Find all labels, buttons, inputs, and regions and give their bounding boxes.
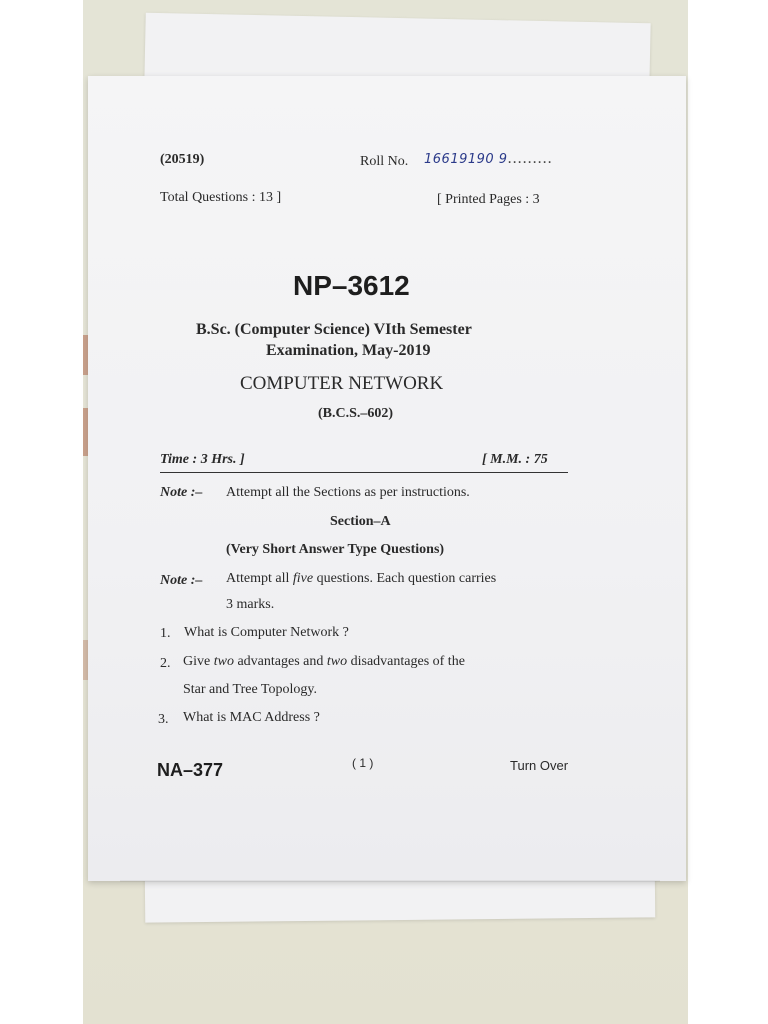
note-label-2: Note :– xyxy=(160,573,203,588)
question-2-text xyxy=(183,654,465,670)
footer-code: NA–377 xyxy=(157,760,224,780)
section-name: Section–A xyxy=(330,514,391,529)
note-text-2-before: Attempt all xyxy=(226,571,290,586)
note-label-1: Note :– xyxy=(160,485,203,500)
question-2-emph-1: two xyxy=(213,654,234,669)
subject-code: (B.C.S.–602) xyxy=(318,406,394,421)
turn-over-label: Turn Over xyxy=(510,758,569,773)
paper-code: (20519) xyxy=(160,152,205,167)
roll-no-value: 16619190 9 xyxy=(424,152,508,167)
roll-no-field xyxy=(424,150,553,168)
paper-title-code: NP–3612 xyxy=(293,270,410,301)
roll-no-label: Roll No. xyxy=(360,154,409,169)
roll-no-dots: ......... xyxy=(507,150,553,167)
printed-pages: [ Printed Pages : 3 xyxy=(437,192,540,207)
course-line-1: B.Sc. (Computer Science) VIth Semester xyxy=(196,321,472,338)
max-marks: [ M.M. : 75 xyxy=(482,452,548,467)
divider-rule xyxy=(160,472,568,473)
question-2-line2: Star and Tree Topology. xyxy=(183,682,317,697)
note-text-2 xyxy=(226,571,496,587)
question-1-text: What is Computer Network ? xyxy=(184,625,349,640)
page-number: ( 1 ) xyxy=(352,756,374,770)
question-3-number: 3. xyxy=(158,712,169,727)
question-2-post: disadvantages of the xyxy=(350,654,465,669)
subject-title: COMPUTER NETWORK xyxy=(240,373,444,394)
question-1-number: 1. xyxy=(160,626,171,641)
note-text-2-after: questions. Each question carries xyxy=(316,571,497,586)
question-3-text: What is MAC Address ? xyxy=(183,710,320,725)
section-type: (Very Short Answer Type Questions) xyxy=(226,542,445,557)
exam-time: Time : 3 Hrs. ] xyxy=(160,452,245,467)
page-edge-shadow xyxy=(120,880,660,882)
total-questions: Total Questions : 13 ] xyxy=(160,190,282,205)
question-2-number: 2. xyxy=(160,656,171,671)
question-2-pre: Give xyxy=(183,654,211,669)
question-2-emph-2: two xyxy=(326,654,348,669)
note-text-2-line2: 3 marks. xyxy=(226,597,275,612)
note-text-2-emph: five xyxy=(292,571,314,586)
question-2-mid: advantages and xyxy=(237,654,324,669)
note-text-1: Attempt all the Sections as per instructions. xyxy=(226,485,470,500)
course-line-2: Examination, May-2019 xyxy=(266,342,431,359)
